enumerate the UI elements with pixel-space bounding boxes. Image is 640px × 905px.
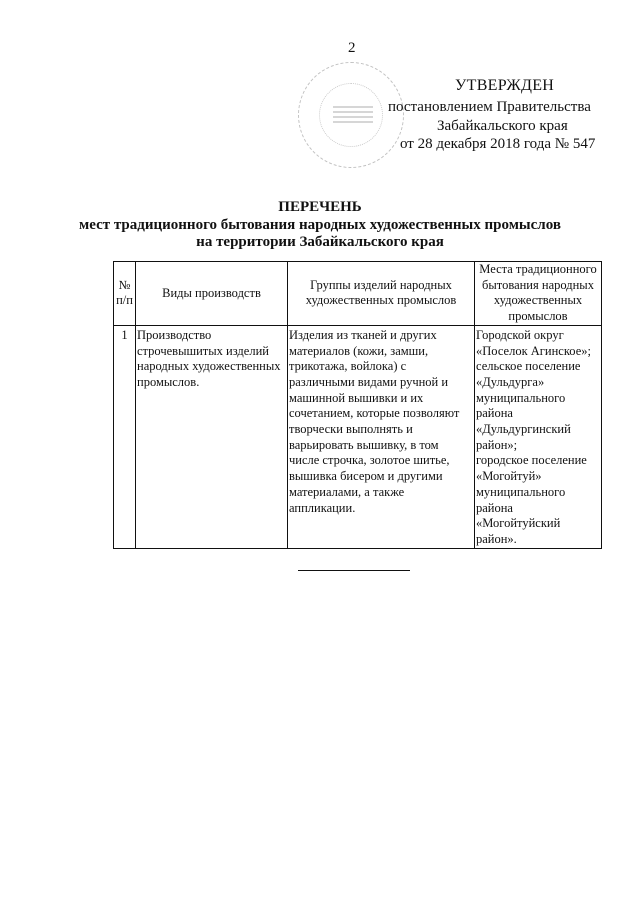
page-number: 2 bbox=[348, 40, 356, 56]
register-table bbox=[113, 261, 602, 549]
header-places: Места традиционного бытования народных художественных промыслов bbox=[475, 262, 602, 326]
approved-heading: УТВЕРЖДЕН bbox=[455, 77, 555, 94]
row-places: Городской округ «Поселок Агинское»; сельское поселение «Дульдурга» муниципального района «Дульдургинский район»; городское поселение «Могойтуй» муниципального района «Могойтуйский район». bbox=[475, 325, 602, 548]
header-production-type: Виды производств bbox=[136, 262, 288, 326]
row-product-groups: Изделия из тканей и других материалов (кожи, замши, трикотажа, войлока) с различными видами ручной и машинной вышивки и их сочетанием, которые позволяют творчески выполнять и варьировать вышивку, в том числе строчка, золотое шитье, вышивка бисером и другими материалами, а также аппликации. bbox=[288, 325, 475, 548]
approval-line-3: от 28 декабря 2018 года № 547 bbox=[400, 136, 596, 152]
row-production-type: Производство строчевышитых изделий народных художественных промыслов. bbox=[136, 325, 288, 548]
official-seal-stamp bbox=[298, 62, 404, 168]
document-title: ПЕРЕЧЕНЬ bbox=[278, 199, 362, 215]
table-header-row bbox=[114, 262, 602, 326]
table-row bbox=[114, 325, 602, 548]
approval-line-1: постановлением Правительства bbox=[388, 99, 591, 115]
document-subtitle-line-1: мест традиционного бытования народных художественных промыслов bbox=[79, 217, 561, 233]
approval-line-2: Забайкальского края bbox=[437, 118, 568, 134]
header-number: № п/п bbox=[114, 262, 136, 326]
end-of-document-rule bbox=[298, 570, 410, 571]
row-number: 1 bbox=[114, 325, 136, 548]
seal-text-marks bbox=[333, 103, 373, 126]
header-product-groups: Группы изделий народных художественных промыслов bbox=[288, 262, 475, 326]
document-subtitle-line-2: на территории Забайкальского края bbox=[196, 234, 444, 250]
